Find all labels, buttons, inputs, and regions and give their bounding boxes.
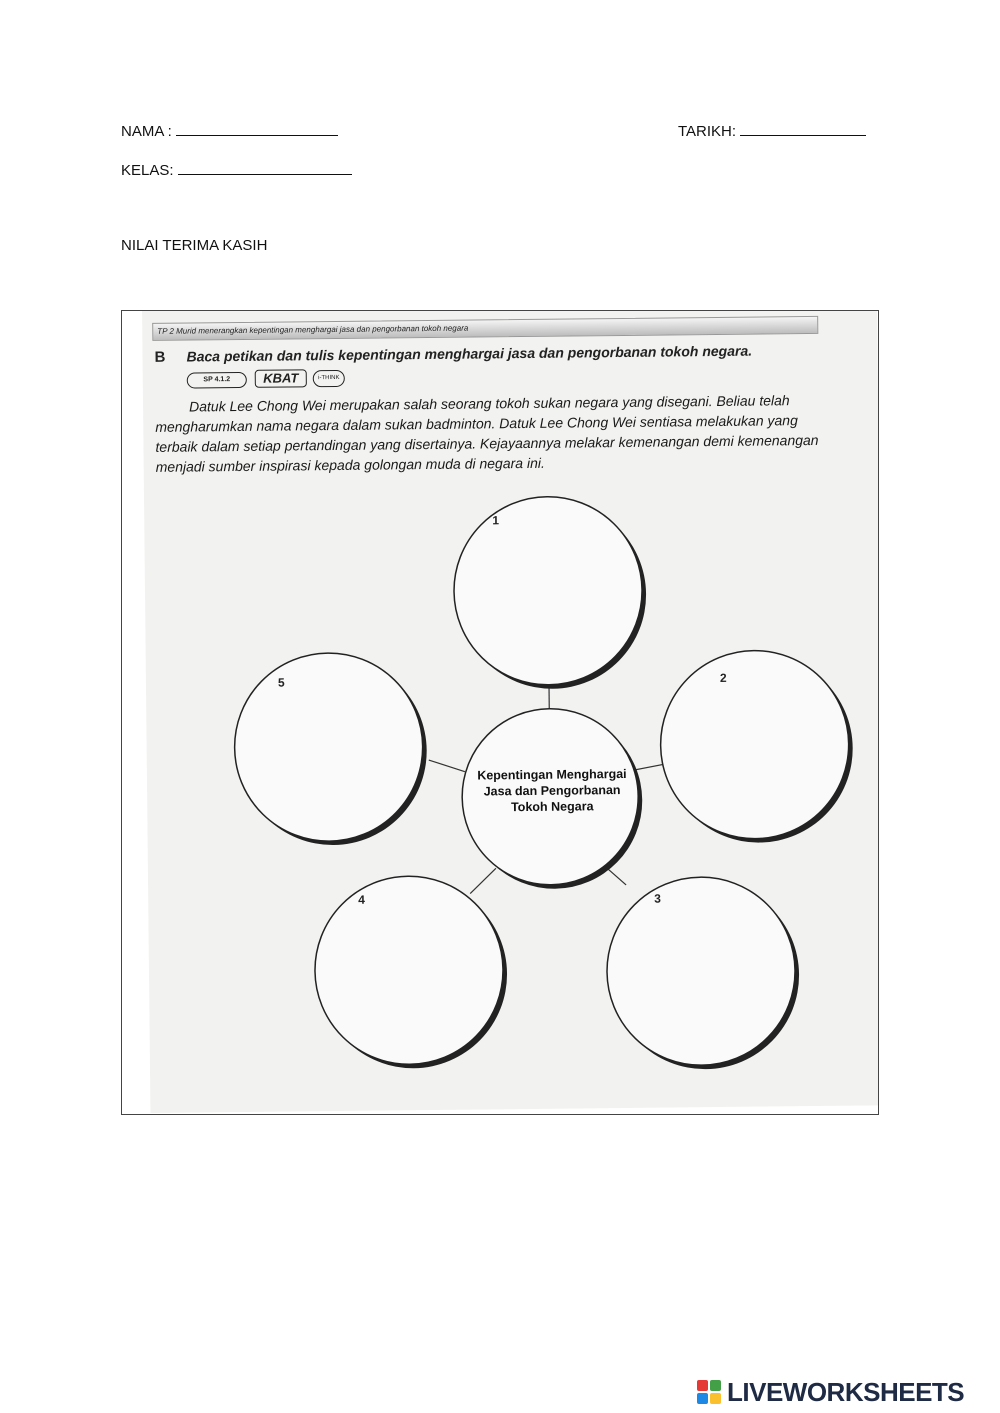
passage-text: Datuk Lee Chong Wei merupakan salah seorang tokoh sukan negara yang disegani. Beliau telah mengharumkan nama negara dalam sukan badminton. Datuk Lee Chong Wei sentiasa melakukan yang terbaik dalam setiap pertandingan yang disertainya. Kejayaannya melakar kemenangan demi kemenangan menjadi sumber inspirasi kepada golongan muda di negara ini. <box>155 392 819 475</box>
name-label: NAMA : <box>121 123 172 140</box>
bubble-number-4: 4 <box>358 892 366 907</box>
section-title: NILAI TERIMA KASIH <box>121 237 268 254</box>
class-blank[interactable] <box>178 174 352 175</box>
bubble-map <box>142 310 879 1113</box>
bubble-2[interactable] <box>660 650 854 844</box>
date-label: TARIKH: <box>678 123 737 140</box>
connector-3 <box>606 867 626 885</box>
bubble-number-5: 5 <box>277 675 285 690</box>
bubble-number-3: 3 <box>654 891 662 906</box>
date-blank[interactable] <box>740 135 866 136</box>
bubble-4[interactable] <box>314 875 508 1069</box>
worksheet-scan <box>142 310 879 1113</box>
badge-sp: SP 4.1.2 <box>187 372 247 389</box>
logo-tile-yellow <box>710 1393 721 1404</box>
liveworksheets-logo <box>697 1377 964 1407</box>
logo-tile-blue <box>697 1393 708 1404</box>
logo-mark-icon <box>697 1380 721 1404</box>
badge-kbat: KBAT <box>255 369 307 388</box>
connector-4 <box>470 868 496 893</box>
badge-ithink: i-THINK <box>313 370 345 387</box>
bubble-number-2: 2 <box>719 670 727 685</box>
question-letter: B <box>154 348 166 366</box>
bubble-1[interactable] <box>453 496 647 690</box>
bubble-3[interactable] <box>606 876 800 1070</box>
center-label: Kepentingan Menghargai Jasa dan Pengorbanan Tokoh Negara <box>477 766 627 815</box>
bubble-number-1: 1 <box>492 513 500 528</box>
worksheet-scan-frame <box>121 310 879 1115</box>
name-field <box>121 123 338 140</box>
logo-tile-green <box>710 1380 721 1391</box>
logo-tile-red <box>697 1380 708 1391</box>
name-blank[interactable] <box>176 135 338 136</box>
tp-bar: TP 2 Murid menerangkan kepentingan menghargai jasa dan pengorbanan tokoh negara <box>152 316 818 341</box>
question-text: Baca petikan dan tulis kepentingan menghargai jasa dan pengorbanan tokoh negara. <box>186 342 753 365</box>
logo-text: LIVEWORKSHEETS <box>727 1376 965 1407</box>
class-label: KELAS: <box>121 162 174 179</box>
class-field <box>121 162 352 179</box>
bubble-5[interactable] <box>234 652 428 846</box>
connector-5 <box>429 760 465 772</box>
date-field <box>678 123 866 140</box>
